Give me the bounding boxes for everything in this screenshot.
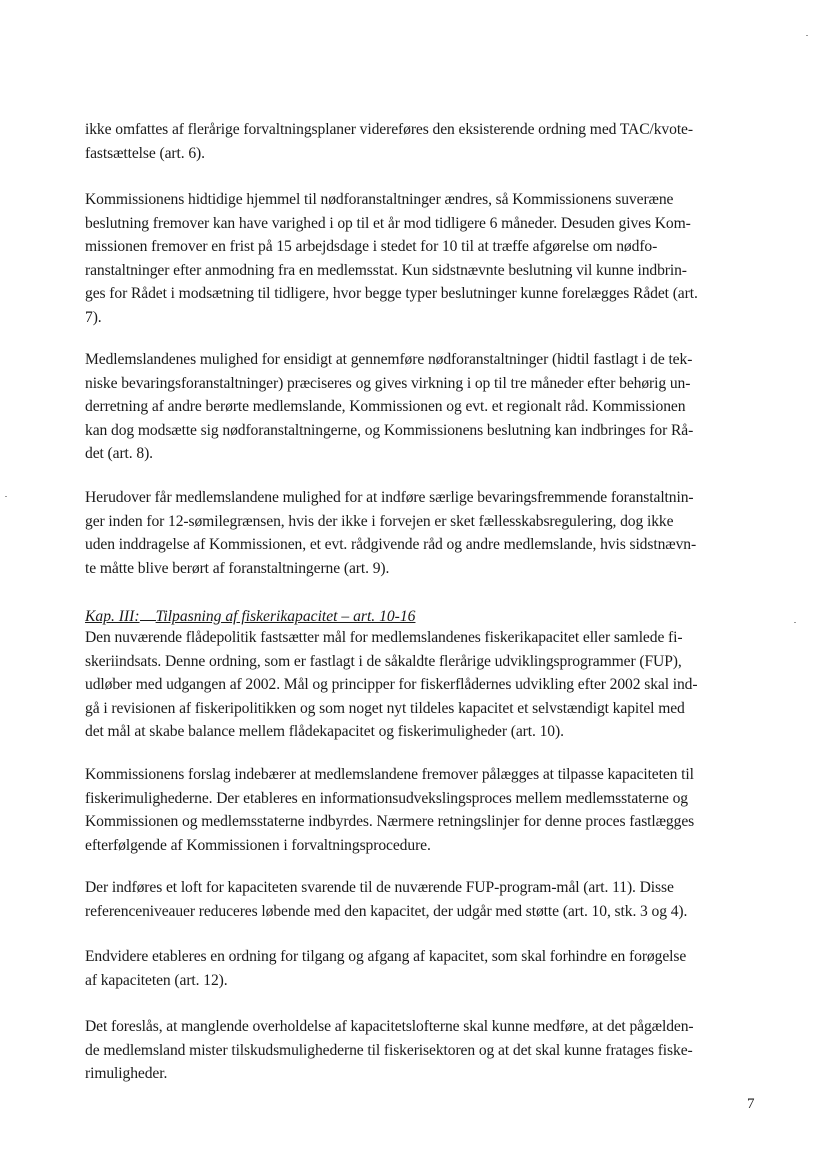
- text-line: missionen fremover en frist på 15 arbejdsdage i stedet for 10 til at træffe afgørelse om nødfo-: [85, 238, 658, 255]
- text-line: referenceniveauer reduceres løbende med den kapacitet, der udgår med støtte (art. 10, stk. 3 og 4).: [85, 902, 688, 920]
- text-line: gå i revisionen af fiskeripolitikken og som noget nyt tildeles kapacitet et selvstændigt kapitel med: [85, 699, 685, 717]
- text-line: det mål at skabe balance mellem flådekapacitet og fiskerimuligheder (art. 10).: [85, 723, 564, 740]
- text-line: Kommissionens hidtidige hjemmel til nødforanstaltninger ændres, så Kommissionens suveræne: [85, 191, 674, 208]
- text-line: ger inden for 12-sømilegrænsen, hvis der ikke i forvejen er sket fællesskabsregulering, dog ikke: [85, 512, 674, 530]
- text-line: te måtte blive berørt af foranstaltningerne (art. 9).: [85, 559, 390, 577]
- text-line: fastsættelse (art. 6).: [85, 144, 205, 162]
- text-line: Kommissionen og medlemsstaterne indbyrdes. Nærmere retningslinjer for denne proces fastlægges: [85, 813, 695, 830]
- scan-speck: [5, 496, 7, 497]
- scan-speck: [794, 622, 796, 623]
- chapter-title: Tilpasning af fiskerikapacitet – art. 10-16: [155, 608, 416, 625]
- text-line: kan dog modsætte sig nødforanstaltningerne, og Kommissionens beslutning kan indbringes for Rå-: [85, 421, 694, 439]
- text-line: rimuligheder.: [85, 1065, 168, 1082]
- text-line: Den nuværende flådepolitik fastsætter mål for medlemslandenes fiskerikapacitet eller samlede fi-: [85, 629, 683, 646]
- text-line: Der indføres et loft for kapaciteten svarende til de nuværende FUP-program-mål (art. 11). Disse: [85, 879, 674, 896]
- section-heading: [85, 606, 415, 627]
- paragraph-tilgang-afgang: [85, 945, 753, 992]
- text-line: Herudover får medlemslandene mulighed for at indføre særlige bevaringsfremmende foranstaltnin-: [85, 489, 694, 506]
- text-line: ranstaltninger efter anmodning fra en medlemsstat. Kun sidstnævnte beslutning vil kunne indbrin-: [85, 261, 687, 279]
- text-line: fiskerimulighederne. Der etableres en informationsudvekslingsproces mellem medlemsstaterne og: [85, 789, 688, 807]
- paragraph-herudover: [85, 486, 753, 580]
- paragraph-manglende-overholdelse: [85, 1015, 753, 1086]
- page-number: 7: [747, 1096, 755, 1112]
- text-line: ges for Rådet i modsætning til tidligere, hvor begge typer beslutninger kunne forelægges Rådet (art.: [85, 285, 698, 302]
- text-line: niske bevaringsforanstaltninger) præciseres og gives virkning i op til tre måneder efter behørig un-: [85, 374, 691, 392]
- text-line: ikke omfattes af flerårige forvaltningsplaner videreføres den eksisterende ordning med TAC/kvote-: [85, 121, 693, 138]
- text-line: efterfølgende af Kommissionen i forvaltningsprocedure.: [85, 836, 431, 854]
- text-line: Endvidere etableres en ordning for tilgang og afgang af kapacitet, som skal forhindre en forøgelse: [85, 948, 687, 965]
- paragraph-medlemslandenes-mulighed: [85, 348, 753, 466]
- paragraph-kommissionens-forslag: [85, 763, 753, 857]
- text-line: 7).: [85, 308, 102, 326]
- text-line: af kapaciteten (art. 12).: [85, 971, 228, 989]
- text-line: det (art. 8).: [85, 445, 153, 462]
- paragraph-kapacitetsloft: [85, 876, 753, 923]
- paragraph-kommissionens-hjemmel: [85, 188, 753, 329]
- text-line: beslutning fremover kan have varighed i op til et år mod tidligere 6 måneder. Desuden gives Kom-: [85, 214, 691, 232]
- text-line: de medlemsland mister tilskudsmulighederne til fiskerisektoren og at det skal kunne fratages fiske-: [85, 1041, 693, 1059]
- scan-speck: [806, 35, 808, 36]
- text-line: derretning af andre berørte medlemslande, Kommissionen og evt. et regionalt råd. Kommissionen: [85, 398, 686, 415]
- text-line: Medlemslandenes mulighed for ensidigt at gennemføre nødforanstaltninger (hidtil fastlagt i de tek-: [85, 351, 693, 368]
- text-line: Kommissionens forslag indebærer at medlemslandene fremover pålægges at tilpasse kapaciteten til: [85, 766, 694, 783]
- paragraph-tac-kvote: [85, 118, 753, 165]
- heading-underline-gap: [140, 606, 156, 621]
- text-line: udløber med udgangen af 2002. Mål og principper for fiskerflådernes udvikling efter 2002 skal ind-: [85, 676, 698, 693]
- text-line: skeriindsats. Denne ordning, som er fastlagt i de såkaldte flerårige udviklingsprogrammer (FUP),: [85, 652, 682, 670]
- paragraph-fladepolitik: [85, 626, 753, 744]
- text-line: uden inddragelse af Kommissionen, et evt. rådgivende råd og andre medlemslande, hvis sidstnævn-: [85, 536, 697, 553]
- text-line: Det foreslås, at manglende overholdelse af kapacitetslofterne skal kunne medføre, at det pågælden-: [85, 1018, 694, 1035]
- chapter-label: Kap. III:: [85, 608, 140, 625]
